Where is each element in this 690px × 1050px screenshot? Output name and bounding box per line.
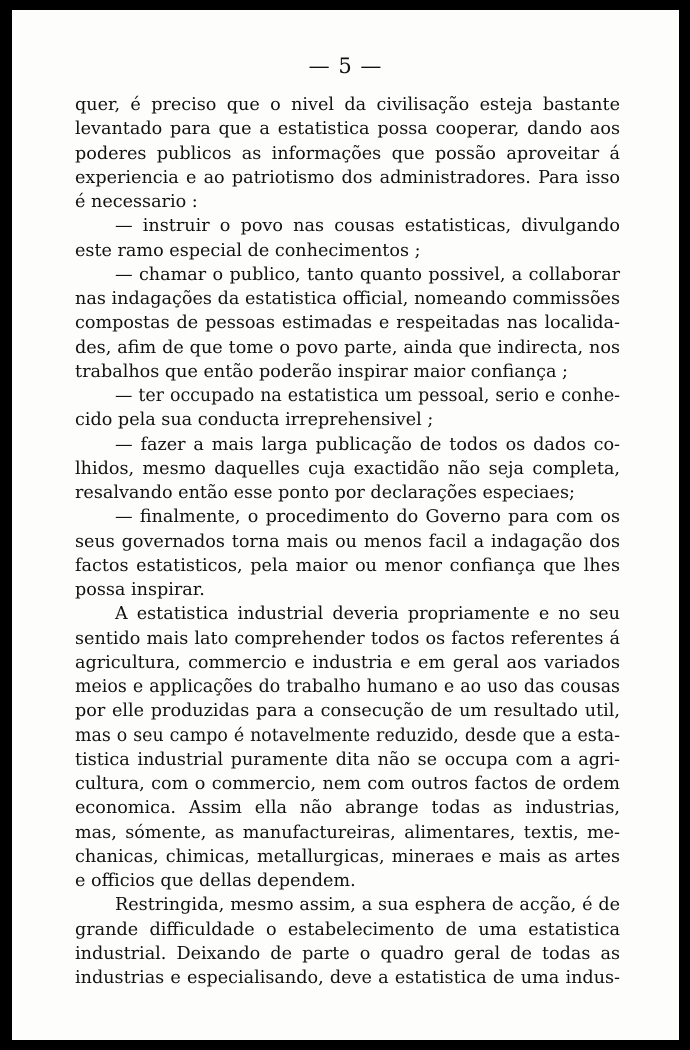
text-line: mas, sómente, as manufactureiras, alimentares, textis, me- <box>75 822 620 843</box>
text-line: lhidos, mesmo daquelles cuja exactidão não seja completa, <box>75 458 620 479</box>
text-line: levantado para que a estatistica possa cooperar, dando aos <box>75 119 620 140</box>
text-line: meios e applicações do trabalho humano e ao uso das cousas <box>75 677 620 697</box>
text-line: trabalhos que então poderão inspirar maior confiança ; <box>75 361 568 382</box>
text-line: seus governados torna mais ou menos facil a indagação dos <box>75 531 620 552</box>
text-line: sentido mais lato comprehender todos os factos referentes á <box>75 628 620 649</box>
text-line: quer, é preciso que o nivel da civilisação esteja bastante <box>75 95 620 115</box>
text-line: — instruir o povo nas cousas estatisticas, divulgando <box>115 216 620 237</box>
text-line: resalvando então esse ponto por declarações especiaes; <box>75 483 575 503</box>
text-line: este ramo especial de conhecimentos ; <box>75 240 421 261</box>
text-line: compostas de pessoas estimadas e respeitadas nas localida- <box>75 313 620 334</box>
text-line: tistica industrial puramente dita não se occupa com a agri- <box>75 749 620 770</box>
text-line: Restringida, mesmo assim, a sua esphera de acção, é de <box>115 895 620 916</box>
text-line: experiencia e ao patriotismo dos administradores. Para isso <box>75 167 620 188</box>
text-line: factos estatisticos, pela maior ou menor confiança que lhes <box>75 555 620 576</box>
page-number: — 5 — <box>308 54 383 78</box>
text-line: — chamar o publico, tanto quanto possivel, a collaborar <box>115 264 620 285</box>
text-line: industrias e especialisando, deve a estatistica de uma indus- <box>75 968 620 988</box>
text-line: grande difficuldade o estabelecimento de uma estatistica <box>75 919 620 940</box>
text-line: economica. Assim ella não abrange todas as industrias, <box>75 798 620 819</box>
text-line: nas indagações da estatistica official, nomeando commissões <box>75 289 620 309</box>
text-line: possa inspirar. <box>75 580 205 600</box>
text-line: é necessario : <box>75 192 198 212</box>
text-line: mas o seu campo é notavelmente reduzido, desde que a esta- <box>75 725 620 746</box>
text-line: chanicas, chimicas, metallurgicas, mineraes e mais as artes <box>75 846 620 867</box>
text-line: por elle produzidas para a consecução de um resultado util, <box>75 701 620 722</box>
text-line: cultura, com o commercio, nem com outros factos de ordem <box>75 774 620 794</box>
body-text <box>75 93 620 990</box>
text-line: poderes publicos as informações que possão aproveitar á <box>75 143 620 164</box>
document-page <box>12 10 679 1040</box>
text-line: — ter occupado na estatistica um pessoal, serio e conhe- <box>115 386 620 406</box>
text-line: — finalmente, o procedimento do Governo para com os <box>115 507 620 528</box>
text-line: — fazer a mais larga publicação de todos os dados co- <box>115 434 620 455</box>
text-line: A estatistica industrial deveria propriamente e no seu <box>115 604 620 625</box>
text-line: e officios que dellas dependem. <box>75 871 356 891</box>
text-line: des, afim de que tome o povo parte, ainda que indirecta, nos <box>75 337 620 358</box>
text-line: cido pela sua conducta irreprehensivel ; <box>75 410 434 431</box>
text-line: industrial. Deixando de parte o quadro geral de todas as <box>75 943 620 964</box>
text-line: agricultura, commercio e industria e em geral aos variados <box>75 652 620 673</box>
